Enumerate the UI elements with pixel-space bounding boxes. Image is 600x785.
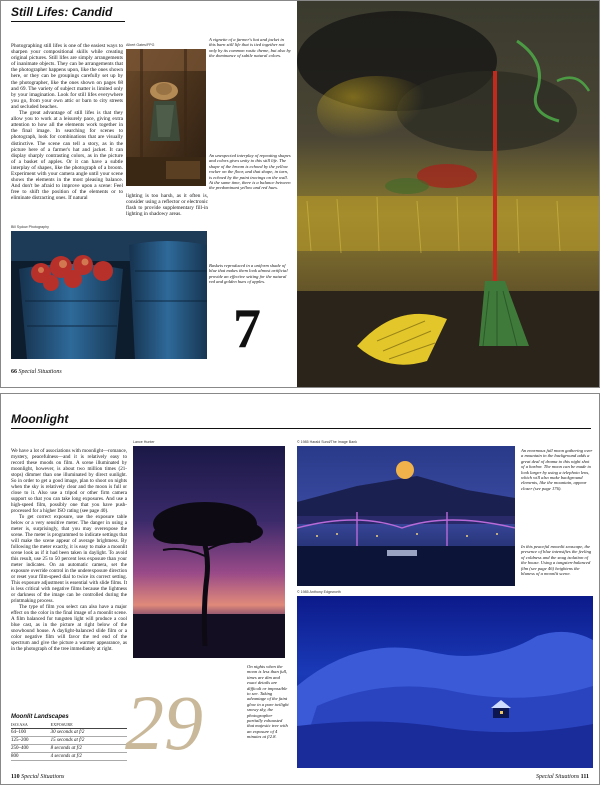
credit-tree: Lance Hunter bbox=[133, 440, 155, 444]
table-cell: 15 seconds at f/2 bbox=[51, 736, 127, 744]
title-rule bbox=[11, 428, 591, 429]
page-section: Special Situations bbox=[535, 774, 580, 780]
table-cell: 8 seconds at f/2 bbox=[51, 744, 127, 752]
photo-snow-house bbox=[297, 596, 593, 768]
photo-apple-baskets bbox=[11, 231, 207, 359]
spread-moonlight bbox=[0, 393, 600, 785]
body-paragraph-3: The type of film you select can also have a major effect on the color in the final image of a moonlit scene. A film balanced for tungsten light will produce a cool blue cast, as in the picture at right below of the snowbound house. A daylight-balanced slide film or a color negative film will favor the red end of the spectrum and give the picture a warmer appearance, as in the photograph of the tree immediately at right. bbox=[11, 604, 127, 652]
page-number: 111 bbox=[580, 774, 589, 780]
table-row bbox=[11, 744, 127, 752]
photo-tree-sunset bbox=[133, 446, 285, 658]
chapter-number: 7 bbox=[233, 298, 261, 360]
table bbox=[11, 722, 127, 761]
body-paragraph-1: Photographing still lifes is one of the easiest ways to sharpen your compositional skills while creating original pictures. Still lifes are simply arrangements of inanimate objects. They can be arrangements that the photographer happens upon, like the ones shown here, or they can be groupings carefully set up by the photographer, like the ones shown on pages 68 and 69. The variety of subject matter is limited only by your imagination. Look for still lifes everywhere you go, from your own attic or barn to city streets and secluded beaches. bbox=[11, 43, 123, 110]
page-section: Special Situations bbox=[21, 774, 65, 780]
page-number: 66 bbox=[11, 369, 17, 375]
body-text bbox=[11, 43, 123, 201]
page-title: Still Lifes: Candid bbox=[11, 5, 113, 19]
photo-broom bbox=[297, 1, 600, 388]
caption-hat: A vignette of a farmer's hat and jacket in this barn still life that is tied together not only by its common rustic theme, but also by the dominance of subtle natural colors. bbox=[209, 37, 291, 59]
photo-farmer-hat bbox=[126, 49, 206, 186]
page-number: 110 bbox=[11, 774, 20, 780]
table-cell: 250–400 bbox=[11, 744, 51, 752]
table-row bbox=[11, 736, 127, 744]
chapter-number: 29 bbox=[125, 679, 203, 766]
body-paragraph-2: The great advantage of still lifes is that they allow you to work at a leisurely pace, giving extra attention to how all the elements work together in the final image. In searching for scenes to photograph, look for combinations that are visually distinctive. The scene can tell a story, as in the picture here of a farmer's hat and jacket. It can display sharply contrasting colors, as in the picture of a basket of apples. Or it can have a subtle interplay of shapes, like the photograph of a broom. Experiment with your camera angle until your scene shows the elements in the most pleasing balance. And don't be afraid to improve upon a scene: Feel free to shift the position of the elements or to eliminate distracting ones. If natural bbox=[11, 110, 123, 202]
body-continued: lighting is too harsh, as it often is, consider using a reflector or electronic flash to provide supplementary fill-in lighting in shadowy areas. bbox=[126, 193, 208, 218]
body-text bbox=[11, 448, 127, 652]
table-header-exposure: EXPOSURE bbox=[51, 722, 127, 729]
page-section: Special Situations bbox=[18, 369, 62, 375]
table-cell: 64–100 bbox=[11, 729, 51, 737]
caption-bridge: An enormous full moon gathering over a mountain in the background adds a great deal of drama to this night shot of a harbor. The moon can be made to look larger by using a telephoto lens, which will also make background elements, like the mountain, appear closer (see page 176). bbox=[521, 448, 593, 491]
caption-broom: An unexpected interplay of repeating shapes and colors gives unity to this still life. The shape of the broom is echoed by the yellow rocker on the floor, and that shape, in turn, is echoed by the paint tracings on the wall. At the same time, there is a balance between the predominant yellow and red hues. bbox=[209, 153, 291, 191]
body-paragraph-2: To get correct exposure, use the exposure table below or a very sensitive meter. The danger in using a meter is, surprisingly, that you may overexpose the scene. The meter is programmed to indicate settings that will make the scene appear of average brightness. By following the meter exactly, it is easy to make a moonlit scene look as if it had been taken in daylight. To avoid this result, use 25 to 50 percent less exposure than your meter indicates. On an automatic camera, set the exposure override control in the underexposure direction or reset your film-speed dial to twice its correct setting. This exposure adjustment is essential with slide films. It is less critical with negative films because the lightness or darkness of the image can be controlled during the printmaking process. bbox=[11, 514, 127, 604]
page-number-left bbox=[11, 369, 62, 375]
body-paragraph-1: We have a lot of associations with moonlight—romance, mystery, peacefulness—and it is relatively easy to record these moods on film. A scene illuminated by moonlight, however, is about two million times (21-stops) dimmer than one illuminated by direct sunlight. So in order to get a good image, plan to shoot on nights when the sky is relatively clear and the moon is full or close to it. Also use a tripod or other firm camera support so that you can take long exposures. And use a high-speed film, possibly one that you have push-processed for a higher ISO rating (see page 40). bbox=[11, 448, 127, 514]
table-cell: 800 bbox=[11, 752, 51, 760]
table-cell: 30 seconds at f/2 bbox=[51, 729, 127, 737]
spread-still-lifes bbox=[0, 0, 600, 388]
table-row bbox=[11, 752, 127, 760]
credit-bridge: © 1985 Harald Sund/The Image Bank bbox=[297, 440, 357, 444]
credit-hat: Albert Gates/FPG bbox=[126, 43, 155, 47]
caption-tree: In this peaceful moonlit seascape, the presence of blue intensifies the feeling of coldness and the snug isolation of the house. Using a tungsten-balanced film (see page 46) heightens the bluness of a moonlit scene. bbox=[521, 544, 592, 577]
page-number-left bbox=[11, 774, 64, 780]
credit-apples: Bill Sydow Photography bbox=[11, 225, 49, 229]
title-rule bbox=[11, 21, 125, 22]
table-header-iso: ISO/ASA bbox=[11, 722, 51, 729]
table-cell: 125–200 bbox=[11, 736, 51, 744]
caption-snow: On nights when the moon is less than full, times are dim and exact details are difficult or impossible to see. Taking advantage of the faint glow in a pure twilight snowy sky, the photographer partially exhausted that majestic tree with an exposure of 4 minutes at f/2.8. bbox=[247, 664, 289, 740]
table-cell: 4 seconds at f/2 bbox=[51, 752, 127, 760]
page-title: Moonlight bbox=[11, 412, 69, 426]
exposure-table bbox=[11, 714, 127, 761]
photo-harbor-moon bbox=[297, 446, 515, 586]
caption-apples: Baskets reproduced in a uniform shade of blue that makes them look almost artificial provide an effective setting for the natural red and golden hues of apples. bbox=[209, 263, 288, 285]
table-row bbox=[11, 729, 127, 737]
table-title: Moonlit Landscapes bbox=[11, 714, 69, 720]
credit-snow: © 1985 Anthony Edgeworth bbox=[297, 590, 341, 594]
page-number-right bbox=[536, 774, 589, 780]
